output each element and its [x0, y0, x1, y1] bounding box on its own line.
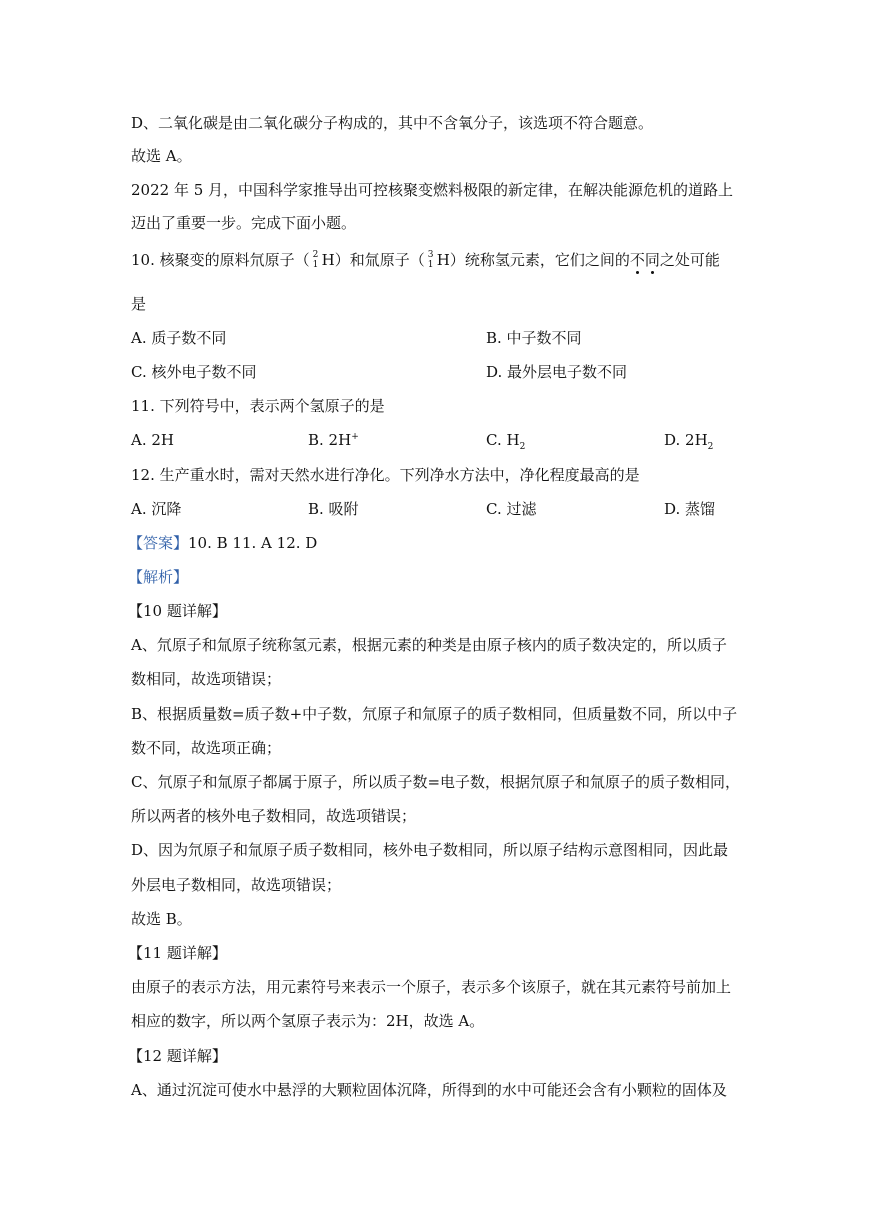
answer-line [128, 533, 317, 553]
detail-line: 故选 B。 [131, 910, 192, 928]
q10-suffix: ）统称氢元素，它们之间的 [449, 251, 630, 269]
deuterium-isotope-notation [312, 251, 321, 271]
detail-10-header: 【10 题详解】 [128, 602, 227, 620]
mass-number: 2 [312, 250, 319, 260]
q11-option-d-text: D. 2H [664, 431, 708, 449]
atomic-number: 1 [427, 260, 434, 270]
question-10-stem-line2: 是 [131, 295, 147, 313]
detail-line: 由原子的表示方法，用元素符号来表示一个原子，表示多个该原子，就在其元素符号前加上 [131, 978, 732, 996]
detail-line: 外层电子数相同，故选项错误； [131, 876, 342, 894]
q11-option-b [308, 430, 359, 450]
text-line: 迈出了重要一步。完成下面小题。 [131, 214, 357, 232]
question-10-stem [131, 250, 720, 271]
charge-superscript: + [351, 432, 359, 442]
detail-11-header: 【11 题详解】 [128, 944, 227, 962]
answer-text: 10. B 11. A 12. D [188, 534, 318, 552]
q10-prefix: 10. 核聚变的原料氘原子（ [131, 251, 310, 269]
q10-option-c: C. 核外电子数不同 [131, 363, 257, 381]
element-symbol: H [321, 251, 335, 269]
detail-line: A、通过沉淀可使水中悬浮的大颗粒固体沉降，所得到的水中可能还会含有小颗粒的固体及 [131, 1081, 727, 1099]
q11-option-b-text: B. 2H [308, 431, 352, 449]
q12-option-a: A. 沉降 [131, 500, 182, 518]
detail-line: A、氘原子和氚原子统称氢元素，根据元素的种类是由原子核内的质子数决定的，所以质子 [131, 636, 727, 654]
analysis-label: 【解析】 [128, 568, 189, 586]
question-12-stem: 12. 生产重水时，需对天然水进行净化。下列净水方法中，净化程度最高的是 [131, 466, 640, 484]
element-symbol: H [436, 251, 450, 269]
atomic-number: 1 [312, 260, 319, 270]
subscript: 2 [707, 442, 714, 452]
q11-option-a: A. 2H [131, 431, 174, 449]
text-line: 故选 A。 [131, 147, 192, 165]
answer-label: 【答案】 [128, 534, 189, 552]
q10-mid: ）和氚原子（ [334, 251, 425, 269]
detail-line: C、氘原子和氚原子都属于原子，所以质子数=电子数，根据氘原子和氚原子的质子数相同， [131, 773, 741, 791]
emphasis-dot-char: 同 [644, 251, 660, 269]
detail-line: 数相同，故选项错误； [131, 670, 282, 688]
tritium-isotope-notation [427, 251, 436, 271]
detail-line: 相应的数字，所以两个氢原子表示为：2H，故选 A。 [131, 1012, 485, 1030]
q12-option-b: B. 吸附 [308, 500, 359, 518]
detail-line: D、因为氘原子和氚原子质子数相同，核外电子数相同，所以原子结构示意图相同，因此最 [131, 841, 729, 859]
mass-number: 3 [427, 250, 434, 260]
text-line: D、二氧化碳是由二氧化碳分子构成的，其中不含氧分子，该选项不符合题意。 [131, 114, 654, 132]
q11-option-d [664, 430, 713, 450]
detail-line: 数不同，故选项正确； [131, 739, 282, 757]
q12-option-c: C. 过滤 [486, 500, 537, 518]
q10-suffix-end: 之处可能 [659, 251, 720, 269]
detail-line: B、根据质量数=质子数+中子数，氘原子和氚原子的质子数相同，但质量数不同，所以中子 [131, 705, 738, 723]
question-11-stem: 11. 下列符号中，表示两个氢原子的是 [131, 397, 385, 415]
detail-line: 所以两者的核外电子数相同，故选项错误； [131, 807, 417, 825]
subscript: 2 [519, 442, 526, 452]
q11-option-c [486, 430, 525, 450]
q10-option-b: B. 中子数不同 [486, 329, 582, 347]
q11-option-c-text: C. H [486, 431, 520, 449]
q12-option-d: D. 蒸馏 [664, 500, 716, 518]
text-line: 2022 年 5 月，中国科学家推导出可控核聚变燃料极限的新定律，在解决能源危机的道路上 [131, 181, 734, 199]
q10-option-d: D. 最外层电子数不同 [486, 363, 628, 381]
detail-12-header: 【12 题详解】 [128, 1047, 227, 1065]
emphasis-dot-char: 不 [629, 251, 645, 269]
q10-option-a: A. 质子数不同 [131, 329, 227, 347]
